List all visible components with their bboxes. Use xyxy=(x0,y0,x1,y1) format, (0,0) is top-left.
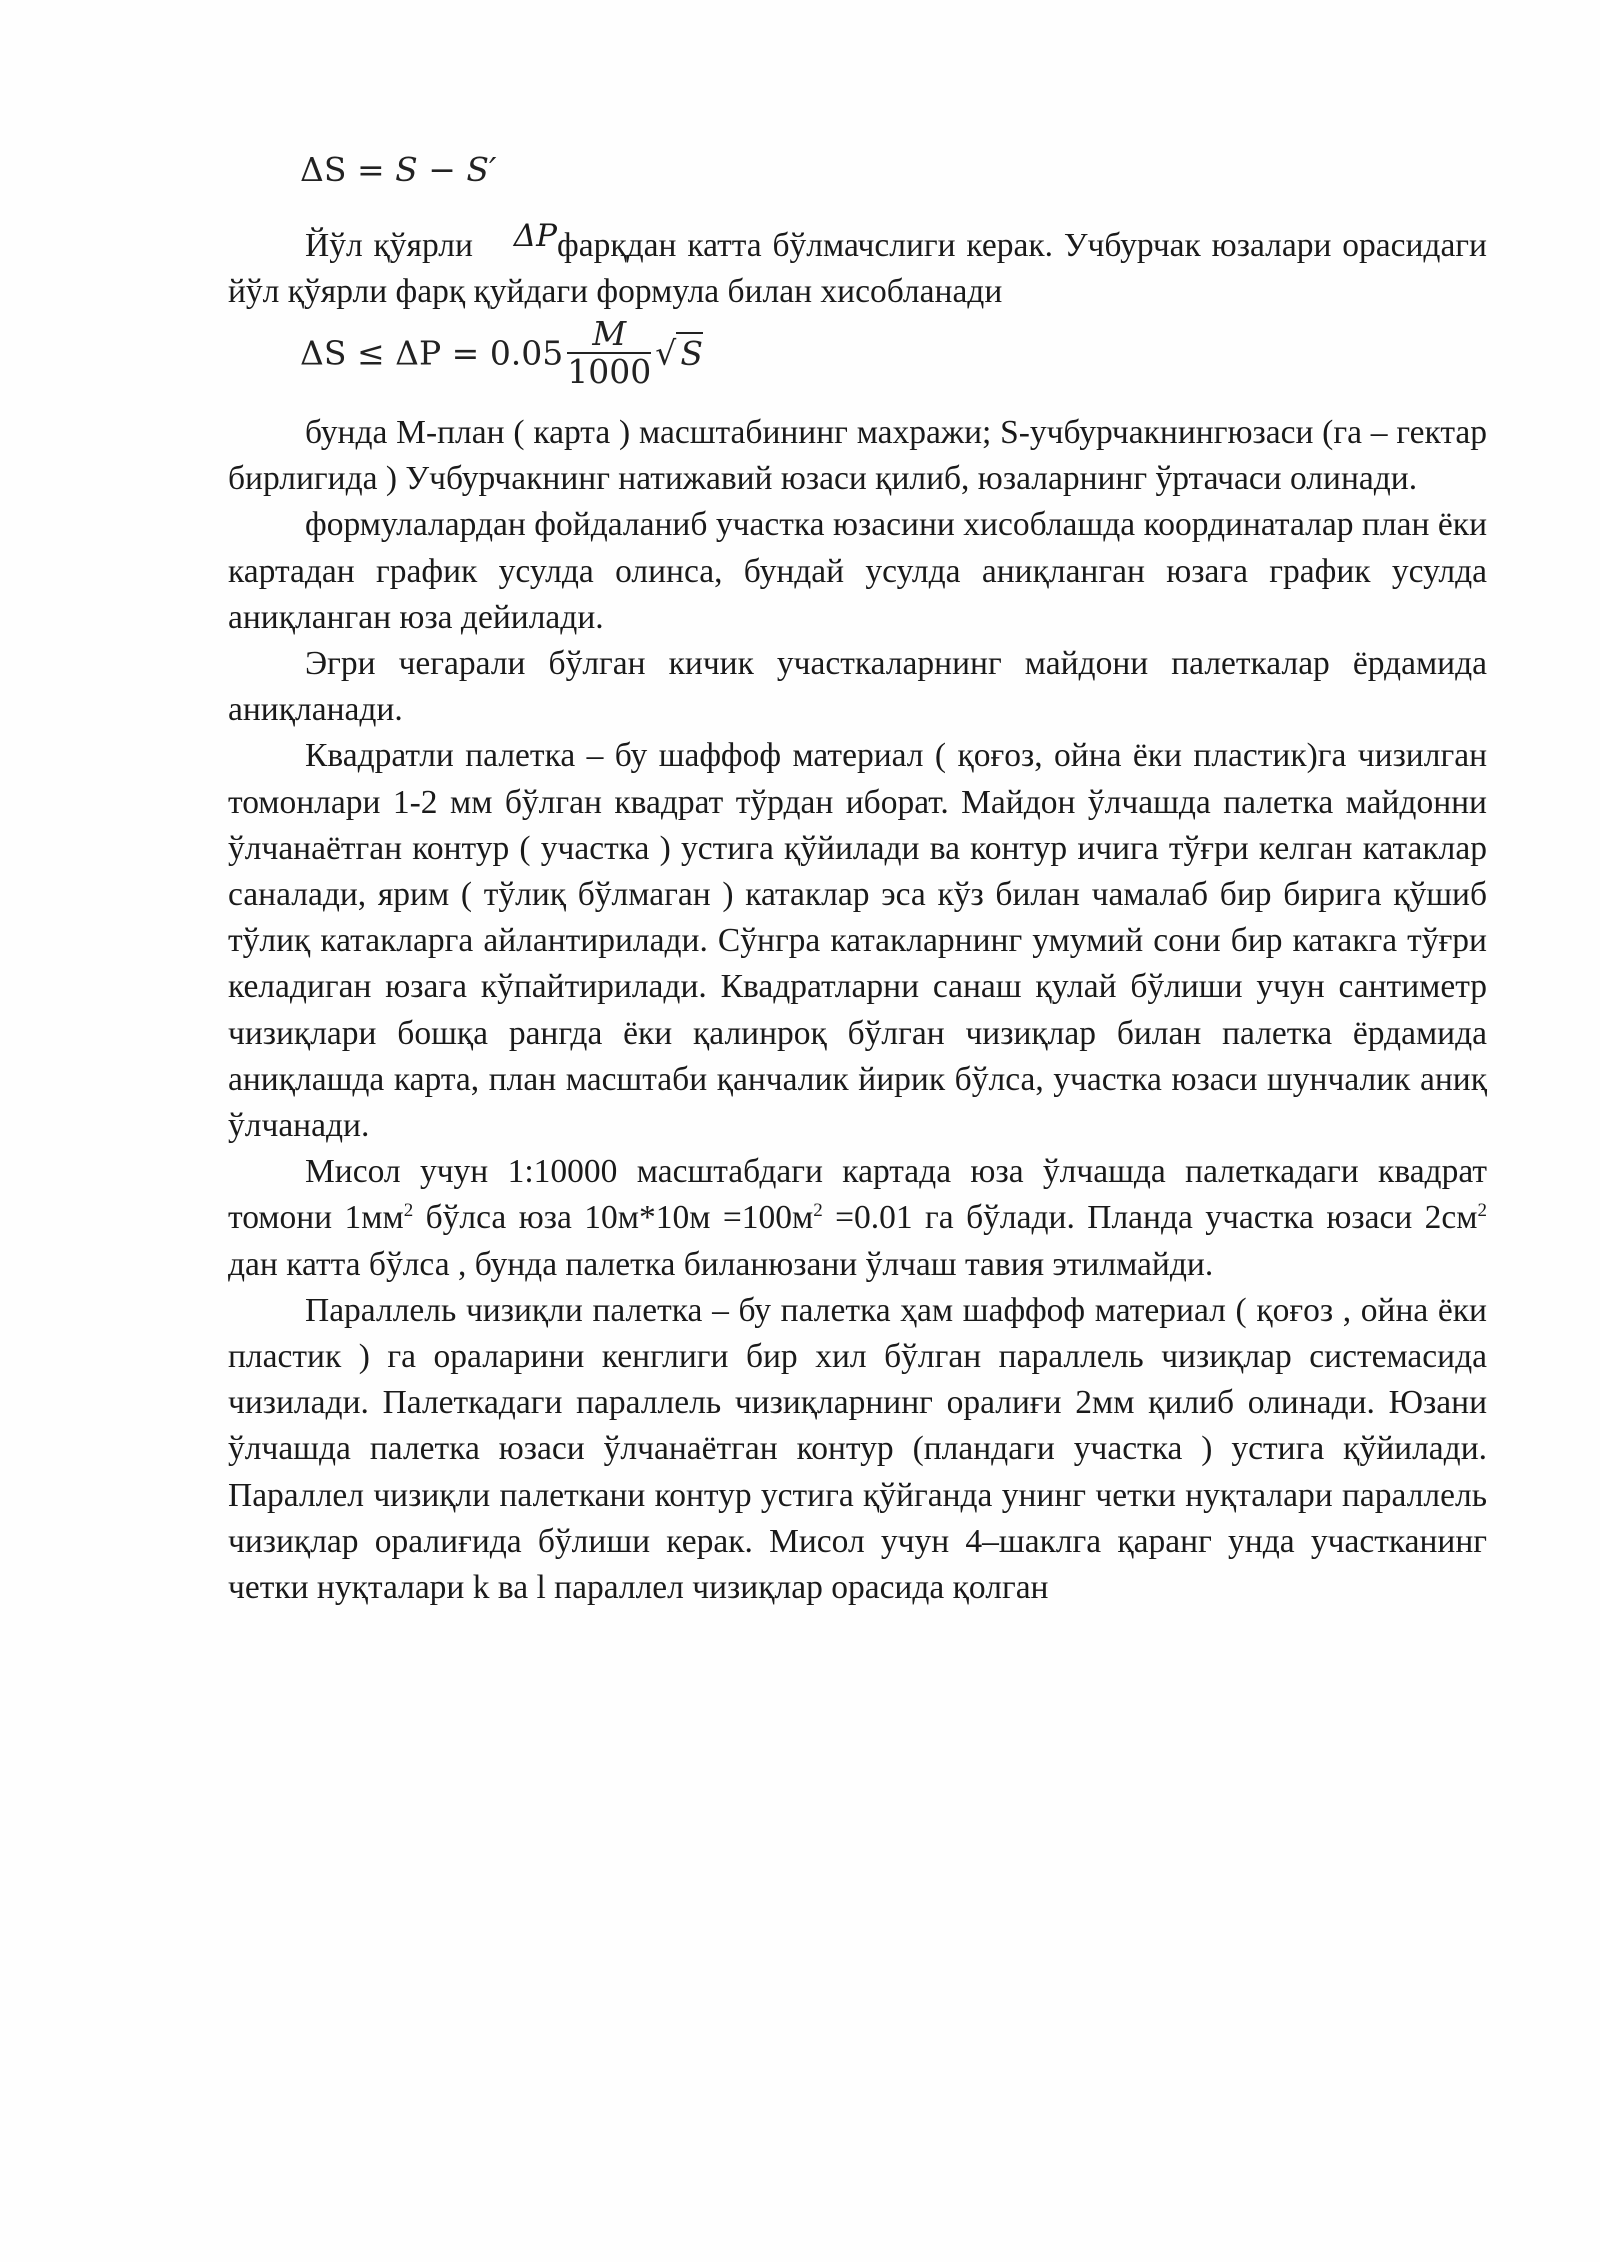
formula-delta-s xyxy=(300,150,496,189)
paragraph-parallel-palette: Параллель чизиқли палетка – бу палетка ҳам шаффоф материал ( қоғоз , ойна ёки пластик ) га ораларини кенглиги бир хил бўлган параллель чизиқлар системасида чизилади. Палеткадаги параллель чизиқларнинг оралиғи 2мм қилиб олинади. Юзани ўлчашда палетка юзаси ўлчанаётган контур (пландаги участка ) устига қўйилади. Параллел чизиқли палеткани контур устига қўйганда унинг четки нуқталари параллель чизиқлар оралиғида бўлиши керак. Мисол учун 4–шаклга қаранг унда участканинг четки нуқталари k ва l параллел чизиқлар орасида қолган xyxy=(228,1291,1487,1607)
paragraph-example xyxy=(228,1149,1487,1288)
para1-text-start: Йўл қўярли xyxy=(305,227,473,264)
formula2-le: ≤ xyxy=(356,333,385,373)
formula2-sqrt-sign: √ xyxy=(655,333,677,373)
formula1-eq: = xyxy=(356,150,385,189)
formula2-lhs: ΔS xyxy=(300,333,347,373)
para6-text-1: Мисол учун 1:10000 масштабдаги картада юза ўлчашда палеткадаги квадрат томони 1мм xyxy=(228,1153,1487,1237)
formula1-minus: − xyxy=(428,150,456,189)
para6-text-4: дан катта бўлса , бунда палетка биланюзани ўлчаш тавия этилмайди. xyxy=(228,1245,1214,1283)
para6-sup-2: 2 xyxy=(813,1200,823,1222)
paragraph-graphic-area: формулалардан фойдаланиб участка юзасини хисоблашда координаталар план ёки картадан график усулда олинса, бундай усулда аниқланган юзага график усулда аниқланган юза дейилади. xyxy=(228,506,1487,636)
formula2-denominator: 1000 xyxy=(567,352,652,391)
paragraph-curved-boundaries: Эгри чегарали бўлган кичик участкаларнинг майдони палеткалар ёрдамида аниқланади. xyxy=(228,645,1487,729)
para6-sup-1: 2 xyxy=(403,1200,414,1222)
body-text xyxy=(228,410,1487,1611)
formula1-s: S xyxy=(395,150,418,189)
formula1-lhs: ΔS xyxy=(300,150,347,189)
paragraph-square-palette: Квадратли палетка – бу шаффоф материал ( қоғоз, ойна ёки пластик)га чизилган томонлари 1-2 мм бўлган квадрат тўрдан иборат. Майдон ўлчашда палетка майдонни ўлчанаётган контур ( участка ) устига қўйилади ва контур ичига тўғри келган катаклар саналади, ярим ( тўлиқ бўлмаган ) катаклар эса кўз билан чамалаб бир бирига қўшиб тўлиқ катакларга айлантирилади. Сўнгра катакларнинг умумий сони бир катакга тўғри келадиган юзага кўпайтирилади. Квадратларни санаш қулай бўлиши учун сантиметр чизиқлари бошқа рангда ёки қалинроқ бўлган чизиқлар билан палетка ёрдамида аниқлашда карта, план масштаби қанчалик йирик бўлса, участка юзаси шунчалик аниқ ўлчанади. xyxy=(228,737,1487,1145)
paragraph-scale-denominator: бунда М-план ( карта ) масштабининг махражи; S-учбурчакнингюзаси (га – гектар бирлигида ) Учбурчакнинг натижавий юзаси қилиб, юзаларнинг ўртачаси олинади. xyxy=(228,414,1487,498)
para1-text-end: фарқдан катта бўлмачслиги керак. Учбурчак юзалари орасидаги йўл қўярли фарқ қуйдаги формула билан хисобланади xyxy=(228,227,1487,311)
formula2-eq: = xyxy=(451,333,480,373)
para6-text-2: бўлса юза 10м*10м =100м xyxy=(413,1199,814,1237)
formula2-dp: ΔP xyxy=(395,333,442,373)
formula2-coef: 0.05 xyxy=(489,333,564,373)
paragraph-tolerance xyxy=(228,213,1487,315)
inline-delta-p: ΔP xyxy=(513,218,558,254)
formula-tolerance xyxy=(300,316,703,390)
para6-text-3: =0.01 га бўлади. Планда участка юзаси 2см xyxy=(822,1199,1478,1237)
formula2-sqrt-s: S xyxy=(676,332,703,373)
formula2-fraction xyxy=(567,316,651,390)
para6-sup-3: 2 xyxy=(1477,1200,1487,1222)
formula2-numerator: M xyxy=(567,316,651,354)
formula1-s-prime: S′ xyxy=(466,150,497,189)
